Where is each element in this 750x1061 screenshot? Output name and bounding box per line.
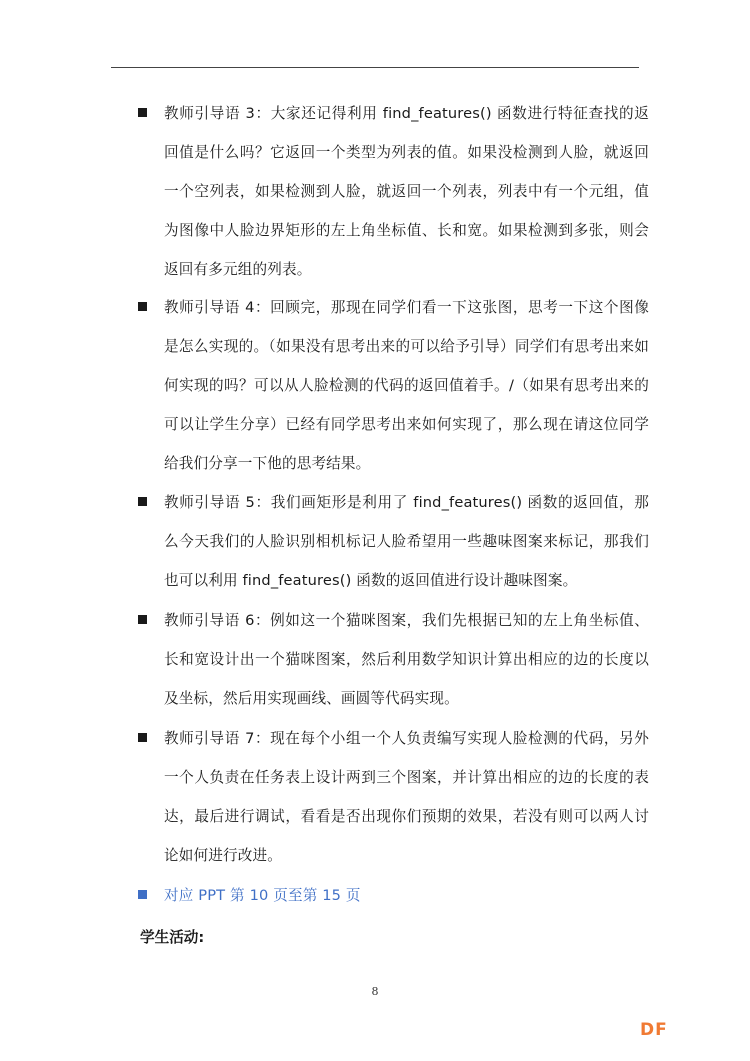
- df-logo-watermark: DF: [640, 1020, 668, 1040]
- guide-text-6: 教师引导语 6：例如这一个猫咪图案，我们先根据已知的左上角坐标值、长和宽设计出一个猫咪图案，然后利用数学知识计算出相应的边的长度以及坐标，然后用实现画线、画圆等代码实现。: [164, 612, 649, 707]
- guide-text-5: 教师引导语 5：我们画矩形是利用了 find_features() 函数的返回值，那么今天我们的人脸识别相机标记人脸希望用一些趣味图案来标记，那我们也可以利用 find_features() 函数的返回值进行设计趣味图案。: [164, 494, 649, 589]
- square-bullet-icon: [138, 615, 147, 624]
- square-bullet-icon: [138, 890, 147, 899]
- section-heading: 学生活动:: [140, 929, 205, 946]
- header-rule: [111, 67, 639, 68]
- square-bullet-icon: [138, 497, 147, 506]
- square-bullet-icon: [138, 302, 147, 311]
- guide-text-3: 教师引导语 3：大家还记得利用 find_features() 函数进行特征查找的返回值是什么吗？它返回一个类型为列表的值。如果没检测到人脸，就返回一个空列表，如果检测到人脸，就返回一个列表，列表中有一个元组，值为图像中人脸边界矩形的左上角坐标值、长和宽。如果检测到多张，则会返回有多元组的列表。: [164, 105, 649, 278]
- page-number: 8: [371, 985, 379, 998]
- square-bullet-icon: [138, 108, 147, 117]
- guide-text-7: 教师引导语 7：现在每个小组一个人负责编写实现人脸检测的代码，另外一个人负责在任务表上设计两到三个图案，并计算出相应的边的长度的表达，最后进行调试，看看是否出现你们预期的效果，若没有则可以两人讨论如何进行改进。: [164, 730, 649, 864]
- ppt-reference: 对应 PPT 第 10 页至第 15 页: [164, 887, 361, 904]
- square-bullet-icon: [138, 733, 147, 742]
- guide-text-4: 教师引导语 4：回顾完，那现在同学们看一下这张图，思考一下这个图像是怎么实现的。（如果没有思考出来的可以给予引导）同学们有思考出来如何实现的吗？可以从人脸检测的代码的返回值着手。/（如果有思考出来的可以让学生分享）已经有同学思考出来如何实现了，那么现在请这位同学给我们分享一下他的思考结果。: [164, 299, 649, 472]
